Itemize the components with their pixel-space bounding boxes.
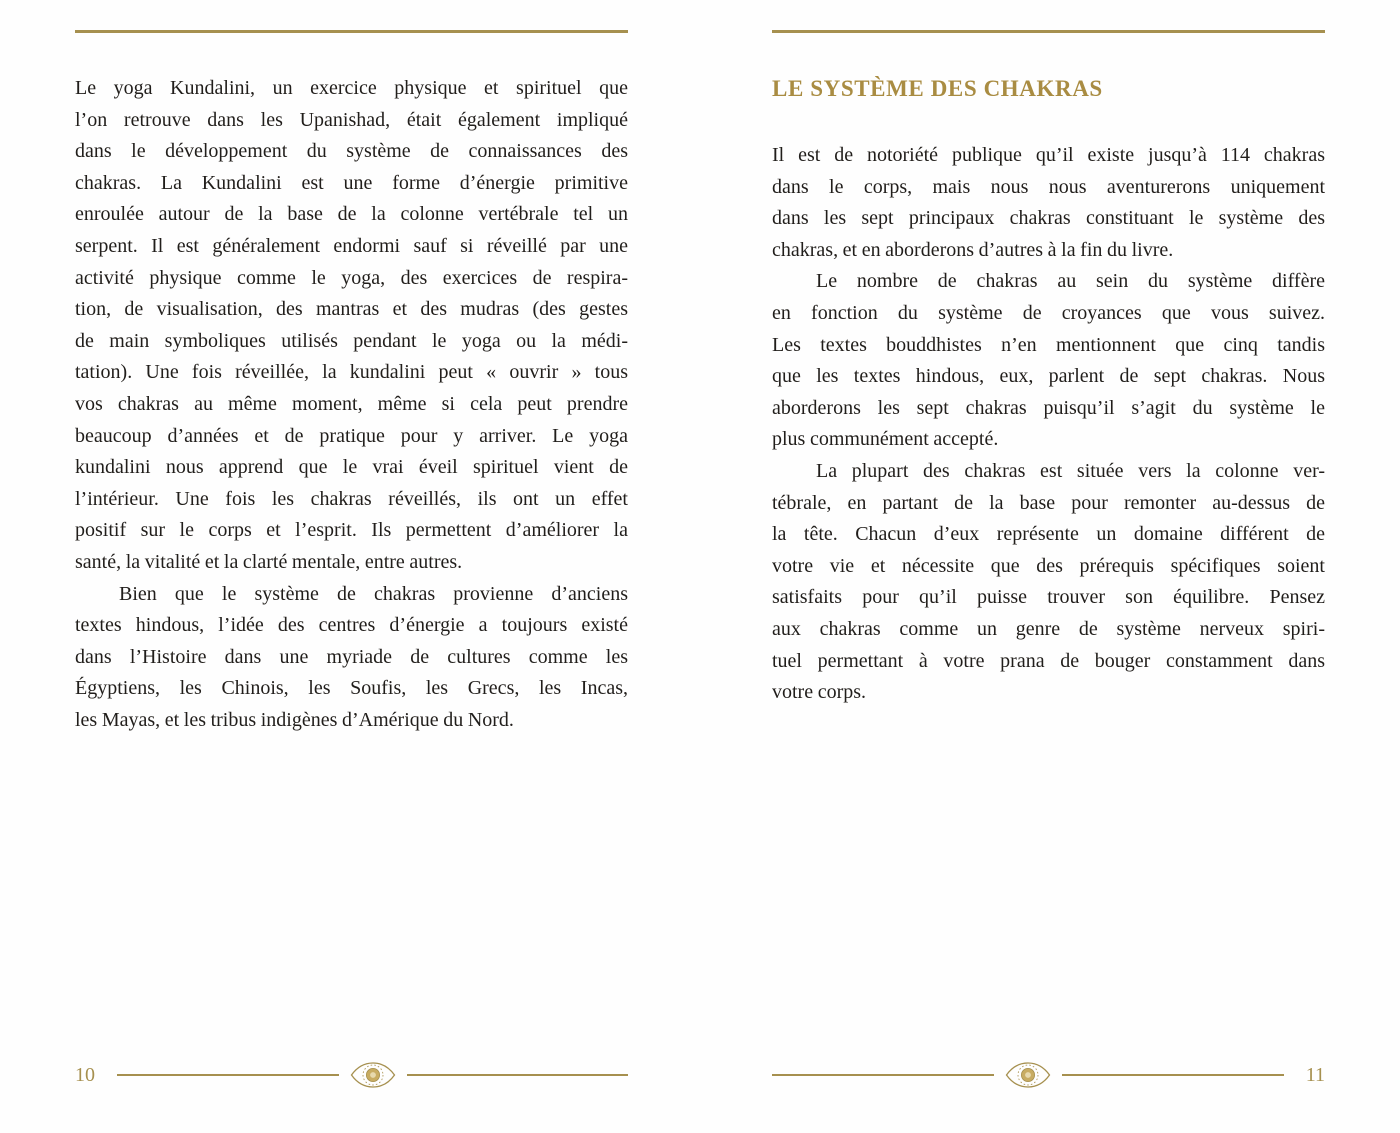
text-line: positif sur le corps et l’esprit. Ils permettent d’améliorer la	[75, 519, 628, 542]
text-line: tébrale, en partant de la base pour remonter au-dessus de	[772, 491, 1325, 514]
paragraph	[772, 140, 1325, 266]
text-line: enroulée autour de la base de la colonne vertébrale tel un	[75, 203, 628, 226]
text-line: beaucoup d’années et de pratique pour y arriver. Le yoga	[75, 424, 628, 447]
text-line: dans le développement du système de connaissances des	[75, 140, 628, 163]
text-line: que les textes hindous, eux, parlent de sept chakras. Nous	[772, 365, 1325, 388]
section-heading: LE SYSTÈME DES CHAKRAS	[772, 76, 1103, 101]
footer-rule	[1062, 1074, 1284, 1077]
footer-rule	[117, 1074, 339, 1077]
text-line: santé, la vitalité et la clarté mentale, entre autres.	[75, 550, 463, 573]
text-line: kundalini nous apprend que le vrai éveil spirituel vient de	[75, 456, 628, 479]
body-text-right	[772, 140, 1325, 709]
page-number: 11	[1305, 1064, 1326, 1086]
text-line: serpent. Il est généralement endormi sauf si réveillé par une	[75, 234, 628, 257]
top-rule	[772, 30, 1325, 33]
footer-rule	[772, 1074, 994, 1077]
text-line: Le yoga Kundalini, un exercice physique et spirituel que	[75, 77, 628, 99]
eye-ornament-icon	[1004, 1059, 1052, 1091]
text-line: de main symboliques utilisés pendant le yoga ou la médi-	[75, 329, 628, 352]
paragraph	[75, 73, 628, 579]
body-text-left	[75, 73, 628, 736]
eye-ornament-icon	[349, 1059, 397, 1091]
text-line: chakras. La Kundalini est une forme d’énergie primitive	[75, 171, 628, 194]
top-rule	[75, 30, 628, 33]
text-line: la tête. Chacun d’eux représente un domaine différent de	[772, 523, 1325, 546]
text-line: dans les sept principaux chakras constituant le système des	[772, 207, 1325, 230]
text-line: aux chakras comme un genre de système nerveux spiri-	[772, 617, 1325, 640]
page-footer-left	[75, 1057, 628, 1093]
text-line: aborderons les sept chakras puisqu’il s’agit du système le	[772, 396, 1325, 419]
page-left	[75, 0, 628, 1133]
text-line: textes hindous, l’idée des centres d’énergie a toujours existé	[75, 614, 628, 637]
paragraph	[772, 266, 1325, 456]
text-line: plus communément accepté.	[772, 428, 999, 451]
text-line: votre corps.	[772, 681, 867, 704]
text-line: tuel permettant à votre prana de bouger constamment dans	[772, 649, 1325, 672]
text-line: vos chakras au même moment, même si cela peut prendre	[75, 392, 628, 415]
footer-rule	[407, 1074, 629, 1077]
text-line: les Mayas, et les tribus indigènes d’Amérique du Nord.	[75, 708, 514, 731]
text-line: dans l’Histoire dans une myriade de cultures comme les	[75, 645, 628, 668]
text-line: Les textes bouddhistes n’en mentionnent que cinq tandis	[772, 333, 1325, 356]
text-line: dans le corps, mais nous nous aventurerons uniquement	[772, 175, 1325, 198]
text-line: Bien que le système de chakras provienne d’anciens	[119, 582, 628, 605]
text-line: activité physique comme le yoga, des exercices de respira-	[75, 266, 628, 289]
text-line: en fonction du système de croyances que vous suivez.	[772, 301, 1325, 324]
text-line: Il est de notoriété publique qu’il existe jusqu’à 114 chakras	[772, 144, 1325, 166]
text-line: tation). Une fois réveillée, la kundalini peut « ouvrir » tous	[75, 361, 628, 384]
page-number: 10	[75, 1064, 95, 1086]
page-right	[772, 0, 1325, 1133]
text-line: La plupart des chakras est située vers la colonne ver-	[816, 459, 1325, 482]
paragraph	[772, 456, 1325, 709]
text-line: Égyptiens, les Chinois, les Soufis, les Grecs, les Incas,	[75, 677, 628, 700]
paragraph	[75, 579, 628, 737]
text-line: l’intérieur. Une fois les chakras réveillés, ils ont un effet	[75, 487, 628, 510]
text-line: tion, de visualisation, des mantras et des mudras (des gestes	[75, 298, 628, 321]
text-line: satisfaits pour qu’il puisse trouver son équilibre. Pensez	[772, 586, 1325, 609]
text-line: chakras, et en aborderons d’autres à la fin du livre.	[772, 238, 1174, 261]
text-line: l’on retrouve dans les Upanishad, était également impliqué	[75, 108, 628, 131]
text-line: Le nombre de chakras au sein du système diffère	[816, 270, 1325, 293]
page-footer-right	[772, 1057, 1325, 1093]
text-line: votre vie et nécessite que des prérequis spécifiques soient	[772, 554, 1325, 577]
